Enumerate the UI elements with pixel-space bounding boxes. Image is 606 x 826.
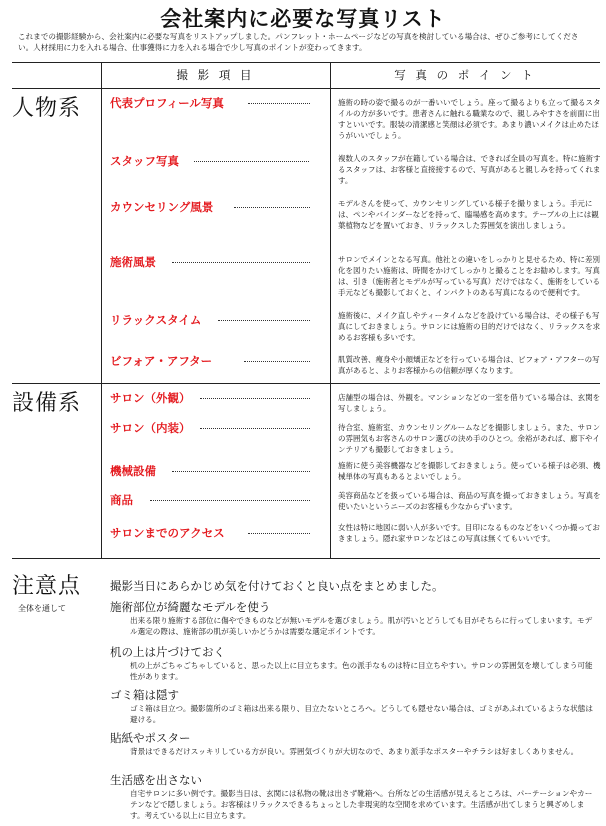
item-point: 待合室、施術室、カウンセリングルームなどを撮影しましょう。また、サロンの雰囲気もお客さんのサロン選びの決め手のひとつ。余裕があれば、廊下やインテリアも撮影しておきましょう。 xyxy=(338,423,601,454)
leader-dots xyxy=(244,361,310,362)
notes-label: 注意点 xyxy=(12,574,82,599)
tip-item xyxy=(110,773,598,821)
item-label: サロン（外観） xyxy=(110,391,191,405)
item-point: 複数人のスタッフが在籍している場合は、できれば全員の写真を。特に施術するスタッフは、お客様と直接接するので、写真があると親しみを持ってくれます。 xyxy=(338,154,601,185)
tip-heading: 生活感を出さない xyxy=(110,773,202,787)
leader-dots xyxy=(248,103,310,104)
intro-text: これまでの撮影経験から、会社案内に必要な写真をリストアップしました。パンフレット・ホームページなどの写真を検討している場合は、ぜひご参考にしてください。人材採用に力を入れる場合、仕事獲得に力を入れる場合で少し写真のポイントが変わってきます。 xyxy=(18,32,579,52)
category-label-facilities: 設備系 xyxy=(12,391,82,416)
item-point: 施術に使う美容機器などを撮影しておきましょう。使っている様子は必須、機械単体の写真もあるとよいでしょう。 xyxy=(338,461,601,481)
tip-item xyxy=(110,645,598,682)
leader-dots xyxy=(248,533,310,534)
tip-body: 机の上がごちゃごちゃしていると、思った以上に目立ちます。色の派手なものは特に目立ちやすい。サロンの雰囲気を壊してしまう可能性があります。 xyxy=(130,661,593,681)
item-label: 代表プロフィール写真 xyxy=(110,96,224,110)
tip-heading: 貼紙やポスター xyxy=(110,731,191,745)
item-label: ビフォア・アフター xyxy=(110,354,213,368)
tip-heading: 施術部位が綺麗なモデルを使う xyxy=(110,600,271,614)
item-label: 機械設備 xyxy=(110,464,156,478)
tip-item xyxy=(110,688,598,725)
table-column-divider-1 xyxy=(101,62,102,559)
column-header-points: 写 真 の ポ イ ン ト xyxy=(394,68,536,82)
tip-heading: ゴミ箱は隠す xyxy=(110,688,179,702)
tip-item xyxy=(110,600,598,637)
leader-dots xyxy=(194,161,309,162)
leader-dots xyxy=(200,398,310,399)
item-label: サロン（内装） xyxy=(110,421,191,435)
tip-body: 自宅サロンに多い例です。撮影当日は、玄関には私物の靴は出さず靴箱へ。台所などの生活感が見えるところは、パーテーションやカーテンなどで隠しましょう。お客様はリラックスできるちょっとした非現実的な空間を求めています。生活感が出てしまうと興ざめします。考えている以上に目立ちます。 xyxy=(130,789,593,820)
leader-dots xyxy=(150,500,310,501)
item-label: 施術風景 xyxy=(110,255,156,269)
tip-body: 背景はできるだけスッキリしている方が良い。雰囲気づくりが大切なので、あまり派手なポスターやチラシは好ましくありません。 xyxy=(130,747,579,756)
page-title: 会社案内に必要な写真リスト xyxy=(160,7,446,31)
leader-dots xyxy=(172,262,310,263)
photo-list-table xyxy=(12,62,600,559)
item-label: リラックスタイム xyxy=(110,313,202,327)
leader-dots xyxy=(234,207,310,208)
tip-heading: 机の上は片づけておく xyxy=(110,645,225,659)
leader-dots xyxy=(200,428,310,429)
item-point: 施術後に、メイク直しやティータイムなどを設けている場合は、その様子も写真にしておきましょう。サロンには施術の目的だけではなく、リラックスを求めるお客様も多いです。 xyxy=(338,311,601,342)
item-point: 肌質改善、痩身や小顔矯正などを行っている場合は、ビフォア・アフターの写真があると、よりお客様からの信頼が厚くなります。 xyxy=(338,355,600,375)
tip-item xyxy=(110,731,598,757)
leader-dots xyxy=(218,320,310,321)
item-point: 女性は特に地図に弱い人が多いです。目印になるものなどをいくつか撮っておきましょう。隠れ家サロンなどはこの写真は無くてもいいです。 xyxy=(338,523,600,543)
item-label: カウンセリング風景 xyxy=(110,200,214,214)
column-header-items: 撮 影 項 目 xyxy=(176,68,255,82)
tip-body: 出来る限り施術する部位に傷やできものなどが無いモデルを選びましょう。肌が汚いとどうしても目がそちらに行ってしまいます。モデル選定の際は、施術部の肌が美しいかどうかは需要な選定ポイントです。 xyxy=(130,616,593,636)
item-point: サロンでメインとなる写真。他社との違いをしっかりと見せるため、特に差別化を図りたい施術は、時間をかけてしっかりと撮ることをお勧めします。写真は、引き（施術者とモデルが写っている写真）だけではなく、施術をしている手元なども撮影しておくと、インパクトのある写真になるので便利です。 xyxy=(338,255,601,297)
notes-intro: 撮影当日にあらかじめ気を付けておくと良い点をまとめました。 xyxy=(110,579,444,593)
item-point: 施術の時の姿で撮るのが一番いいでしょう。座って撮るよりも立って撮るスタイルの方が多いです。患者さんに触れる職業なので、親しみやすさを前面に出すといいです。服装の清潔感と笑顔は必須です。あまり濃いメイクは止めたほうがいいでしょう。 xyxy=(338,98,601,140)
item-label: サロンまでのアクセス xyxy=(110,526,225,540)
notes-sublabel: 全体を通して xyxy=(18,604,66,613)
item-point: 店舗型の場合は、外観を。マンションなどの一室を借りている場合は、玄関を写しましょう。 xyxy=(338,393,601,413)
item-label: スタッフ写真 xyxy=(110,154,179,168)
item-point: 美容商品などを扱っている場合は、商品の写真を撮っておきましょう。写真を使いたいというニーズのお客様も少なからずいます。 xyxy=(338,491,601,511)
category-label-people: 人物系 xyxy=(12,96,82,121)
tip-body: ゴミ箱は目立つ。撮影箇所のゴミ箱は出来る限り、目立たないところへ。どうしても隠せない場合は、ゴミがあふれているような状態は避ける。 xyxy=(130,704,593,724)
item-label: 商品 xyxy=(110,493,133,507)
table-column-divider-2 xyxy=(330,62,331,559)
item-point: モデルさんを使って、カウンセリングしている様子を撮りましょう。手元には、ペンやバインダーなどを持って、臨場感を高めます。テーブルの上には観葉植物などを置いておき、リラックスした雰囲気を演出しましょう。 xyxy=(338,199,599,230)
leader-dots xyxy=(172,471,310,472)
